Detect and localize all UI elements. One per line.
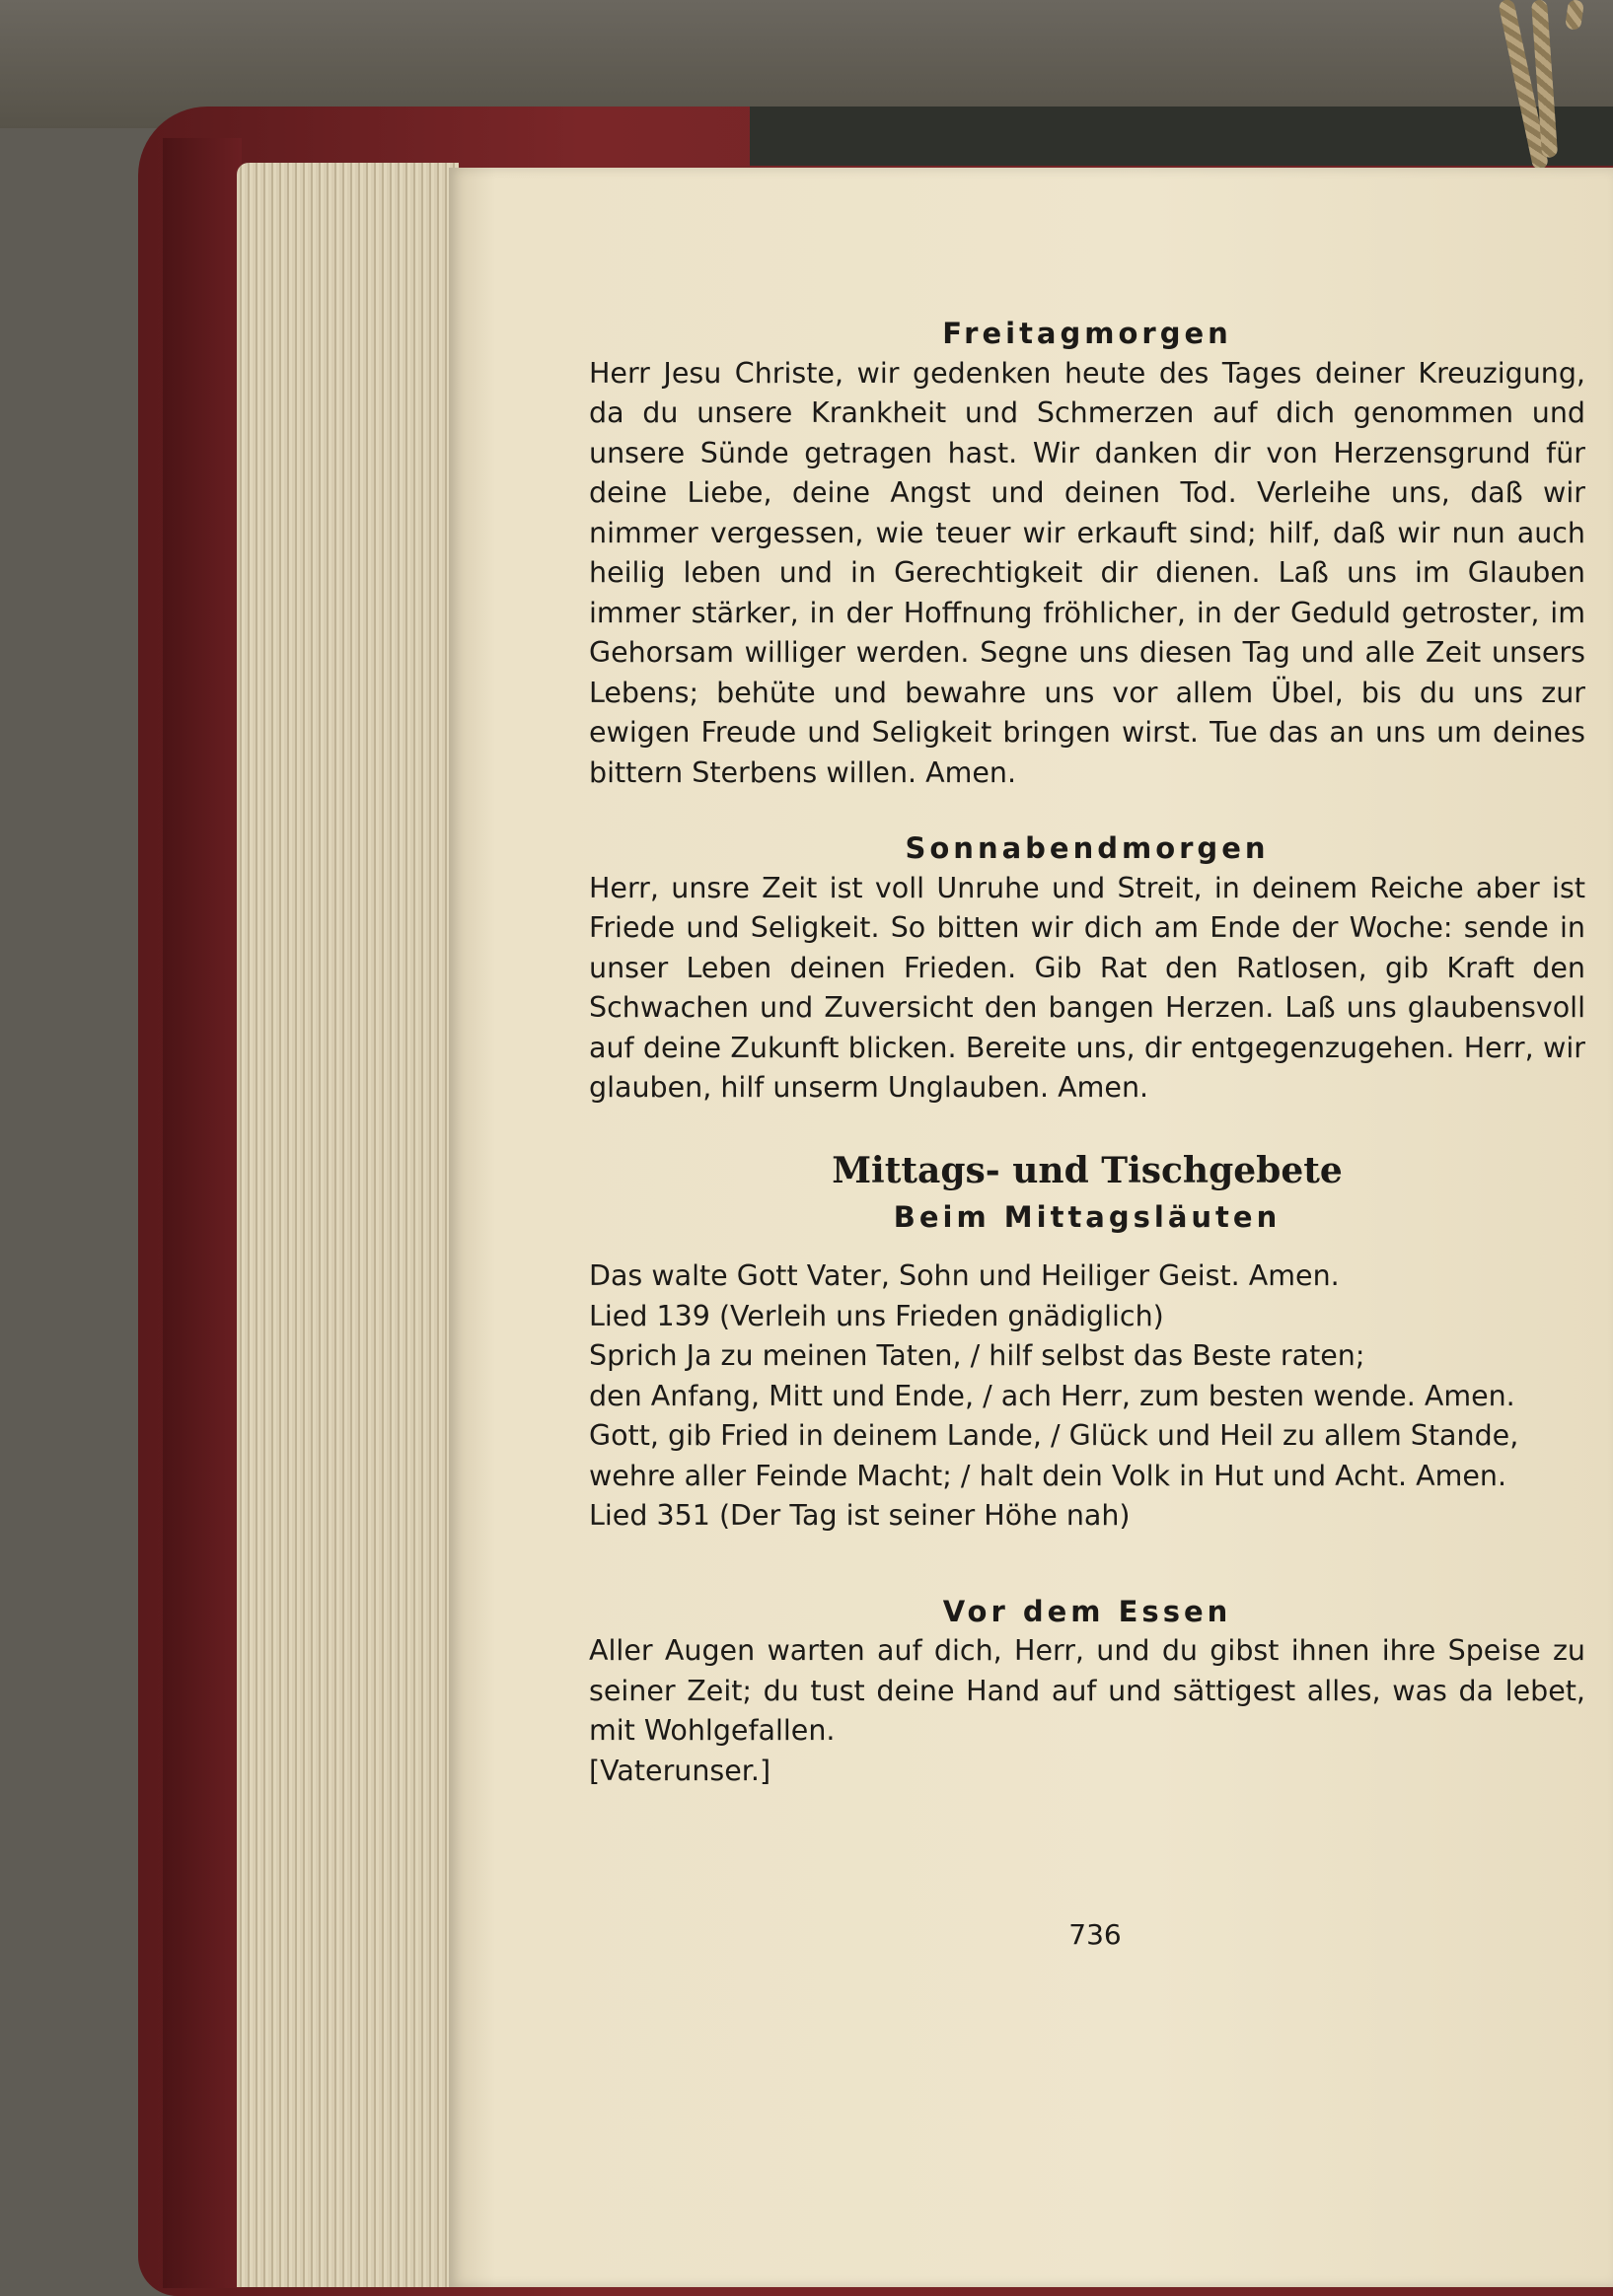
heading-noon: Beim Mittagsläuten	[893, 1199, 1282, 1234]
heading-friday: Freitagmorgen	[942, 317, 1232, 350]
noon-line: Das walte Gott Vater, Sohn und Heiliger Geist. Amen.	[589, 1259, 1340, 1292]
section-title: Mittags- und Tischgebete	[832, 1149, 1343, 1191]
book-cover-edge	[750, 107, 1613, 166]
closing-note: [Vaterunser.]	[589, 1754, 771, 1787]
prayer-friday: Herr Jesu Christe, wir gedenken heute des Tages deiner Kreuzigung, da du unsere Krankheit und Schmerzen auf dich genommen und unsere Sünde getragen hast. Wir danken dir von Herzensgrund für deine Liebe, deine Angst und deinen Tod. Verleihe uns, daß wir nimmer vergessen, wie teuer wir erkauft sind; hilf, daß wir nun auch heilig leben und in Gerechtigkeit dir dienen. Laß uns im Glauben immer stärker, in der Hoffnung fröhlicher, in der Geduld getroster, im Gehorsam williger werden. Segne uns diesen Tag und alle Zeit unsers Lebens; behüte und bewahre uns vor allem Übel, bis du uns zur ewigen Freude und Seligkeit bringen wirst. Tue das an uns um deines bittern Sterbens willen. Amen.	[589, 356, 1585, 789]
page-content	[589, 314, 1585, 1791]
noon-line: wehre aller Feinde Macht; / halt dein Volk in Hut und Acht. Amen.	[589, 1459, 1507, 1492]
book-spine	[163, 138, 242, 2288]
page-edges	[237, 163, 459, 2287]
prayer-saturday: Herr, unsre Zeit ist voll Unruhe und Streit, in deinem Reiche aber ist Friede und Seligkeit. So bitten wir dich am Ende der Woche: sende in unser Leben deinen Frieden. Gib Rat den Ratlosen, gib Kraft den Schwachen und Zuversicht den bangen Herzen. Laß uns glaubensvoll auf deine Zukunft blicken. Bereite uns, dir entgegenzugehen. Herr, wir glauben, hilf unserm Unglauben. Amen.	[589, 871, 1585, 1104]
prayer-meal: Aller Augen warten auf dich, Herr, und du gibst ihnen ihre Speise zu seiner Zeit; du tust deine Hand auf und sättigest alles, was da lebet, mit Wohlgefallen.	[589, 1634, 1585, 1747]
noon-line: Sprich Ja zu meinen Taten, / hilf selbst das Beste raten;	[589, 1339, 1365, 1372]
heading-saturday: Sonnabendmorgen	[905, 831, 1270, 865]
noon-hymn-reference: Lied 351 (Der Tag ist seiner Höhe nah)	[589, 1499, 1131, 1532]
page-number: 736	[1068, 1918, 1122, 1951]
noon-hymn-reference: Lied 139 (Verleih uns Frieden gnädiglich)	[589, 1299, 1164, 1332]
heading-meal: Vor dem Essen	[942, 1594, 1232, 1628]
noon-line: Gott, gib Fried in deinem Lande, / Glück und Heil zu allem Stande,	[589, 1419, 1519, 1452]
noon-line: den Anfang, Mitt und Ende, / ach Herr, zum besten wende. Amen.	[589, 1379, 1515, 1412]
